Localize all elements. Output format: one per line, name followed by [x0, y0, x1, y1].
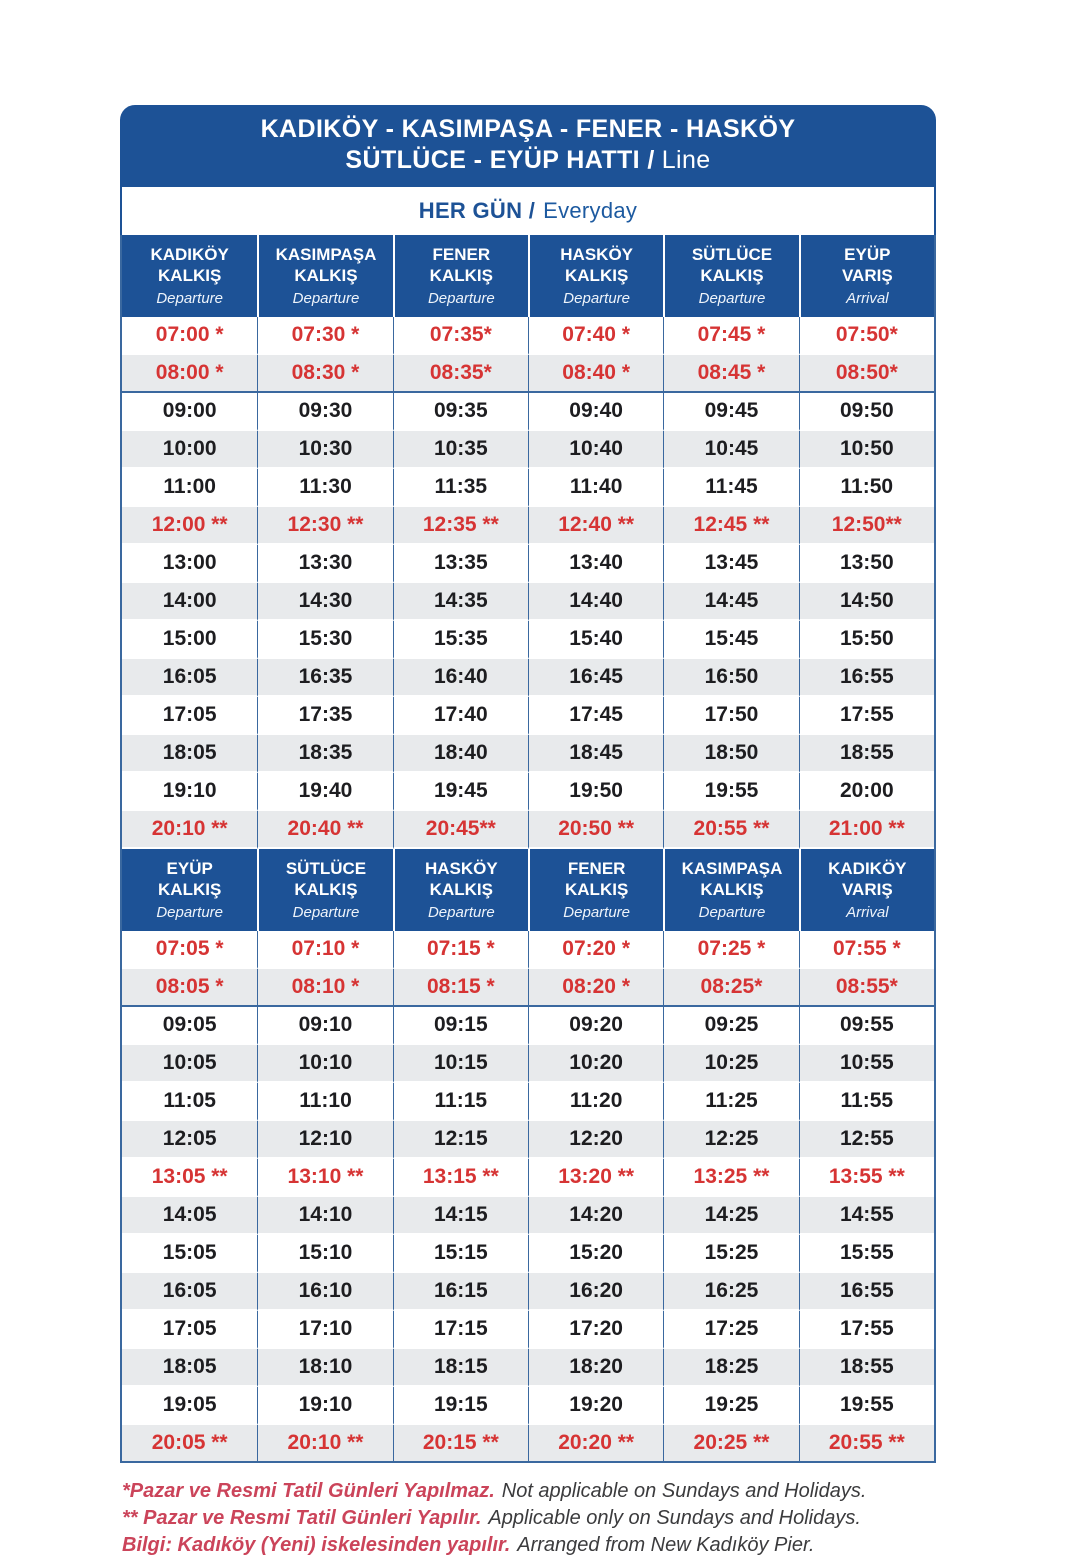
table-row	[122, 1045, 934, 1083]
time-cell: 16:50	[663, 659, 798, 697]
table-row	[122, 431, 934, 469]
movement-type: KALKIŞ	[158, 880, 222, 899]
time-cell: 16:55	[799, 1273, 934, 1311]
time-cell: 13:50	[799, 545, 934, 583]
time-cell: 07:50*	[799, 317, 934, 355]
time-cell: 20:00	[799, 773, 934, 811]
time-cell: 20:45**	[393, 811, 528, 849]
column-header	[799, 235, 934, 317]
footnote-line	[122, 1532, 936, 1559]
table-row	[122, 1007, 934, 1045]
movement-type-english: Departure	[156, 904, 224, 921]
time-cell: 07:05 *	[122, 931, 257, 969]
time-cell: 12:20	[528, 1121, 663, 1159]
table-row	[122, 735, 934, 773]
time-cell: 12:15	[393, 1121, 528, 1159]
time-cell: 18:15	[393, 1349, 528, 1387]
time-cell: 11:30	[257, 469, 392, 507]
time-cell: 11:00	[122, 469, 257, 507]
time-cell: 13:40	[528, 545, 663, 583]
footnotes	[120, 1478, 936, 1559]
time-cell: 17:15	[393, 1311, 528, 1349]
time-cell: 18:40	[393, 735, 528, 773]
time-cell: 19:05	[122, 1387, 257, 1425]
time-cell: 10:15	[393, 1045, 528, 1083]
table-row	[122, 773, 934, 811]
time-cell: 12:30 **	[257, 507, 392, 545]
time-cell: 19:55	[799, 1387, 934, 1425]
schedule-frequency-turkish: HER GÜN /	[418, 198, 536, 223]
time-cell: 15:35	[393, 621, 528, 659]
time-cell: 07:40 *	[528, 317, 663, 355]
time-cell: 13:35	[393, 545, 528, 583]
time-cell: 17:05	[122, 697, 257, 735]
time-cell: 09:25	[663, 1007, 798, 1045]
footnote-english: Arranged from New Kadıköy Pier.	[517, 1534, 815, 1556]
time-cell: 18:45	[528, 735, 663, 773]
movement-type-english: Departure	[427, 290, 495, 307]
table-row	[122, 1197, 934, 1235]
time-cell: 16:20	[528, 1273, 663, 1311]
station-name: KADIKÖY	[828, 859, 907, 878]
time-cell: 19:15	[393, 1387, 528, 1425]
time-cell: 14:30	[257, 583, 392, 621]
time-cell: 19:25	[663, 1387, 798, 1425]
time-cell: 19:10	[122, 773, 257, 811]
station-name: KASIMPAŞA	[275, 245, 377, 264]
time-cell: 14:40	[528, 583, 663, 621]
movement-type: KALKIŞ	[429, 266, 493, 285]
route-title-banner	[120, 105, 936, 185]
station-name: EYÜP	[166, 859, 213, 878]
column-header	[663, 235, 798, 317]
footnote-line	[122, 1478, 936, 1505]
table-row	[122, 1083, 934, 1121]
movement-type-english: Departure	[292, 904, 360, 921]
time-cell: 18:35	[257, 735, 392, 773]
table-row	[122, 697, 934, 735]
movement-type-english: Departure	[156, 290, 224, 307]
movement-type-english: Departure	[698, 290, 766, 307]
time-cell: 07:25 *	[663, 931, 798, 969]
table-row	[122, 1159, 934, 1197]
time-cell: 15:00	[122, 621, 257, 659]
time-cell: 17:35	[257, 697, 392, 735]
time-cell: 10:20	[528, 1045, 663, 1083]
station-name: KADIKÖY	[150, 245, 229, 264]
time-cell: 09:05	[122, 1007, 257, 1045]
column-header	[393, 849, 528, 931]
time-cell: 13:25 **	[663, 1159, 798, 1197]
table-row	[122, 969, 934, 1007]
movement-type-english: Departure	[563, 290, 630, 307]
time-cell: 08:35*	[393, 355, 528, 393]
time-cell: 09:35	[393, 393, 528, 431]
time-cell: 08:55*	[799, 969, 934, 1007]
time-cell: 19:45	[393, 773, 528, 811]
time-cell: 15:20	[528, 1235, 663, 1273]
time-cell: 14:45	[663, 583, 798, 621]
time-cell: 14:10	[257, 1197, 392, 1235]
time-cell: 10:30	[257, 431, 392, 469]
time-cell: 18:05	[122, 1349, 257, 1387]
time-cell: 11:40	[528, 469, 663, 507]
table-row	[122, 1311, 934, 1349]
time-cell: 19:50	[528, 773, 663, 811]
time-cell: 12:00 **	[122, 507, 257, 545]
time-cell: 08:50*	[799, 355, 934, 393]
return-timetable	[120, 849, 936, 1463]
time-cell: 20:10 **	[122, 811, 257, 849]
table-row	[122, 393, 934, 431]
movement-type: VARIŞ	[841, 266, 893, 285]
time-cell: 11:55	[799, 1083, 934, 1121]
movement-type-english: Departure	[698, 904, 766, 921]
column-header	[528, 235, 663, 317]
time-cell: 11:20	[528, 1083, 663, 1121]
time-cell: 17:10	[257, 1311, 392, 1349]
time-cell: 09:20	[528, 1007, 663, 1045]
time-cell: 13:00	[122, 545, 257, 583]
movement-type: KALKIŞ	[565, 880, 629, 899]
time-cell: 15:45	[663, 621, 798, 659]
time-cell: 08:45 *	[663, 355, 798, 393]
time-cell: 09:30	[257, 393, 392, 431]
time-cell: 16:35	[257, 659, 392, 697]
time-cell: 11:35	[393, 469, 528, 507]
time-cell: 15:25	[663, 1235, 798, 1273]
ferry-timetable-poster	[120, 105, 936, 1559]
footnote-line	[122, 1505, 936, 1532]
time-cell: 07:55 *	[799, 931, 934, 969]
time-cell: 18:50	[663, 735, 798, 773]
time-cell: 11:45	[663, 469, 798, 507]
table-row	[122, 659, 934, 697]
time-cell: 08:40 *	[528, 355, 663, 393]
time-cell: 20:40 **	[257, 811, 392, 849]
movement-type-english: Arrival	[846, 290, 889, 307]
time-cell: 20:05 **	[122, 1425, 257, 1463]
time-cell: 10:05	[122, 1045, 257, 1083]
time-cell: 14:25	[663, 1197, 798, 1235]
time-cell: 07:20 *	[528, 931, 663, 969]
table-row	[122, 1387, 934, 1425]
column-header-row	[122, 235, 934, 317]
time-cell: 14:20	[528, 1197, 663, 1235]
time-cell: 20:25 **	[663, 1425, 798, 1463]
time-cell: 17:20	[528, 1311, 663, 1349]
time-cell: 15:15	[393, 1235, 528, 1273]
time-cell: 11:05	[122, 1083, 257, 1121]
time-cell: 10:50	[799, 431, 934, 469]
table-row	[122, 1121, 934, 1159]
time-cell: 13:20 **	[528, 1159, 663, 1197]
time-cell: 16:10	[257, 1273, 392, 1311]
time-cell: 17:45	[528, 697, 663, 735]
time-cell: 21:00 **	[799, 811, 934, 849]
time-cell: 08:00 *	[122, 355, 257, 393]
movement-type: KALKIŞ	[294, 266, 358, 285]
time-cell: 15:30	[257, 621, 392, 659]
movement-type: KALKIŞ	[429, 880, 493, 899]
time-cell: 14:55	[799, 1197, 934, 1235]
outbound-timetable	[120, 235, 936, 849]
time-cell: 15:05	[122, 1235, 257, 1273]
time-cell: 12:05	[122, 1121, 257, 1159]
time-cell: 09:55	[799, 1007, 934, 1045]
time-cell: 13:55 **	[799, 1159, 934, 1197]
table-row	[122, 1425, 934, 1463]
time-cell: 16:15	[393, 1273, 528, 1311]
footnote-english: Not applicable on Sundays and Holidays.	[501, 1480, 867, 1502]
movement-type-english: Departure	[292, 290, 360, 307]
station-name: KASIMPAŞA	[681, 859, 783, 878]
time-cell: 17:05	[122, 1311, 257, 1349]
table-row	[122, 1235, 934, 1273]
time-cell: 08:30 *	[257, 355, 392, 393]
time-cell: 17:40	[393, 697, 528, 735]
time-cell: 17:25	[663, 1311, 798, 1349]
time-cell: 16:55	[799, 659, 934, 697]
time-cell: 13:30	[257, 545, 392, 583]
time-cell: 15:50	[799, 621, 934, 659]
table-row	[122, 317, 934, 355]
schedule-frequency-english: Everyday	[543, 198, 638, 223]
table-row	[122, 469, 934, 507]
movement-type: KALKIŞ	[158, 266, 222, 285]
time-cell: 14:05	[122, 1197, 257, 1235]
time-cell: 10:40	[528, 431, 663, 469]
time-cell: 13:15 **	[393, 1159, 528, 1197]
table-row	[122, 355, 934, 393]
column-header	[393, 235, 528, 317]
time-cell: 14:00	[122, 583, 257, 621]
time-cell: 15:40	[528, 621, 663, 659]
time-cell: 12:35 **	[393, 507, 528, 545]
time-cell: 12:40 **	[528, 507, 663, 545]
time-cell: 12:25	[663, 1121, 798, 1159]
time-cell: 08:25*	[663, 969, 798, 1007]
footnote-turkish: *Pazar ve Resmi Tatil Günleri Yapılmaz.	[122, 1480, 495, 1502]
movement-type: VARIŞ	[841, 880, 893, 899]
column-header	[663, 849, 798, 931]
table-row	[122, 931, 934, 969]
route-title-line2-bold: SÜTLÜCE - EYÜP HATTI /	[345, 146, 655, 174]
time-cell: 09:40	[528, 393, 663, 431]
movement-type-english: Departure	[427, 904, 495, 921]
table-row	[122, 621, 934, 659]
time-cell: 08:05 *	[122, 969, 257, 1007]
time-cell: 18:10	[257, 1349, 392, 1387]
time-cell: 09:50	[799, 393, 934, 431]
time-cell: 20:50 **	[528, 811, 663, 849]
column-header	[528, 849, 663, 931]
time-cell: 15:10	[257, 1235, 392, 1273]
time-cell: 09:45	[663, 393, 798, 431]
time-cell: 12:45 **	[663, 507, 798, 545]
footnote-turkish: ** Pazar ve Resmi Tatil Günleri Yapılır.	[122, 1507, 482, 1529]
movement-type: KALKIŞ	[700, 880, 764, 899]
time-cell: 08:15 *	[393, 969, 528, 1007]
table-row	[122, 507, 934, 545]
time-cell: 07:00 *	[122, 317, 257, 355]
time-cell: 20:15 **	[393, 1425, 528, 1463]
time-cell: 11:50	[799, 469, 934, 507]
station-name: FENER	[567, 859, 626, 878]
station-name: HASKÖY	[560, 245, 634, 264]
route-title-line1: KADIKÖY - KASIMPAŞA - FENER - HASKÖY	[260, 115, 796, 143]
time-cell: 13:05 **	[122, 1159, 257, 1197]
movement-type: KALKIŞ	[700, 266, 764, 285]
footnote-turkish: Bilgi: Kadıköy (Yeni) iskelesinden yapılır.	[122, 1534, 511, 1556]
time-cell: 07:35*	[393, 317, 528, 355]
table-row	[122, 1273, 934, 1311]
time-cell: 07:10 *	[257, 931, 392, 969]
time-cell: 17:55	[799, 697, 934, 735]
time-cell: 16:40	[393, 659, 528, 697]
time-cell: 09:10	[257, 1007, 392, 1045]
time-cell: 11:10	[257, 1083, 392, 1121]
station-name: HASKÖY	[424, 859, 498, 878]
time-cell: 12:55	[799, 1121, 934, 1159]
column-header	[257, 849, 392, 931]
movement-type-english: Arrival	[846, 904, 889, 921]
time-cell: 17:50	[663, 697, 798, 735]
time-cell: 14:50	[799, 583, 934, 621]
time-cell: 19:55	[663, 773, 798, 811]
time-cell: 20:10 **	[257, 1425, 392, 1463]
time-cell: 09:15	[393, 1007, 528, 1045]
time-cell: 08:20 *	[528, 969, 663, 1007]
time-cell: 10:25	[663, 1045, 798, 1083]
time-cell: 20:20 **	[528, 1425, 663, 1463]
column-header	[799, 849, 934, 931]
time-cell: 18:05	[122, 735, 257, 773]
time-cell: 11:15	[393, 1083, 528, 1121]
movement-type: KALKIŞ	[565, 266, 629, 285]
time-cell: 15:55	[799, 1235, 934, 1273]
movement-type-english: Departure	[563, 904, 630, 921]
time-cell: 18:55	[799, 735, 934, 773]
time-cell: 16:05	[122, 1273, 257, 1311]
column-header	[122, 849, 257, 931]
column-header-row	[122, 849, 934, 931]
time-cell: 16:45	[528, 659, 663, 697]
time-cell: 18:25	[663, 1349, 798, 1387]
time-cell: 18:55	[799, 1349, 934, 1387]
time-cell: 10:10	[257, 1045, 392, 1083]
table-row	[122, 583, 934, 621]
time-cell: 11:25	[663, 1083, 798, 1121]
movement-type: KALKIŞ	[294, 880, 358, 899]
route-title-line2-regular: Line	[661, 146, 711, 174]
table-row	[122, 545, 934, 583]
time-cell: 08:10 *	[257, 969, 392, 1007]
time-cell: 10:35	[393, 431, 528, 469]
time-cell: 18:20	[528, 1349, 663, 1387]
time-cell: 17:55	[799, 1311, 934, 1349]
time-cell: 20:55 **	[799, 1425, 934, 1463]
time-cell: 10:45	[663, 431, 798, 469]
station-name: SÜTLÜCE	[285, 859, 367, 878]
column-header	[257, 235, 392, 317]
time-cell: 19:40	[257, 773, 392, 811]
time-cell: 13:10 **	[257, 1159, 392, 1197]
time-cell: 07:45 *	[663, 317, 798, 355]
time-cell: 07:30 *	[257, 317, 392, 355]
time-cell: 14:15	[393, 1197, 528, 1235]
schedule-frequency-band	[120, 185, 936, 235]
table-row	[122, 811, 934, 849]
time-cell: 14:35	[393, 583, 528, 621]
footnote-english: Applicable only on Sundays and Holidays.	[488, 1507, 861, 1529]
time-cell: 13:45	[663, 545, 798, 583]
station-name: SÜTLÜCE	[691, 245, 773, 264]
time-cell: 12:10	[257, 1121, 392, 1159]
station-name: EYÜP	[844, 245, 891, 264]
time-cell: 09:00	[122, 393, 257, 431]
column-header	[122, 235, 257, 317]
route-title-line2	[345, 145, 710, 176]
station-name: FENER	[432, 245, 491, 264]
time-cell: 10:55	[799, 1045, 934, 1083]
time-cell: 19:10	[257, 1387, 392, 1425]
time-cell: 10:00	[122, 431, 257, 469]
time-cell: 16:25	[663, 1273, 798, 1311]
time-cell: 20:55 **	[663, 811, 798, 849]
table-row	[122, 1349, 934, 1387]
time-cell: 07:15 *	[393, 931, 528, 969]
time-cell: 16:05	[122, 659, 257, 697]
time-cell: 19:20	[528, 1387, 663, 1425]
time-cell: 12:50**	[799, 507, 934, 545]
